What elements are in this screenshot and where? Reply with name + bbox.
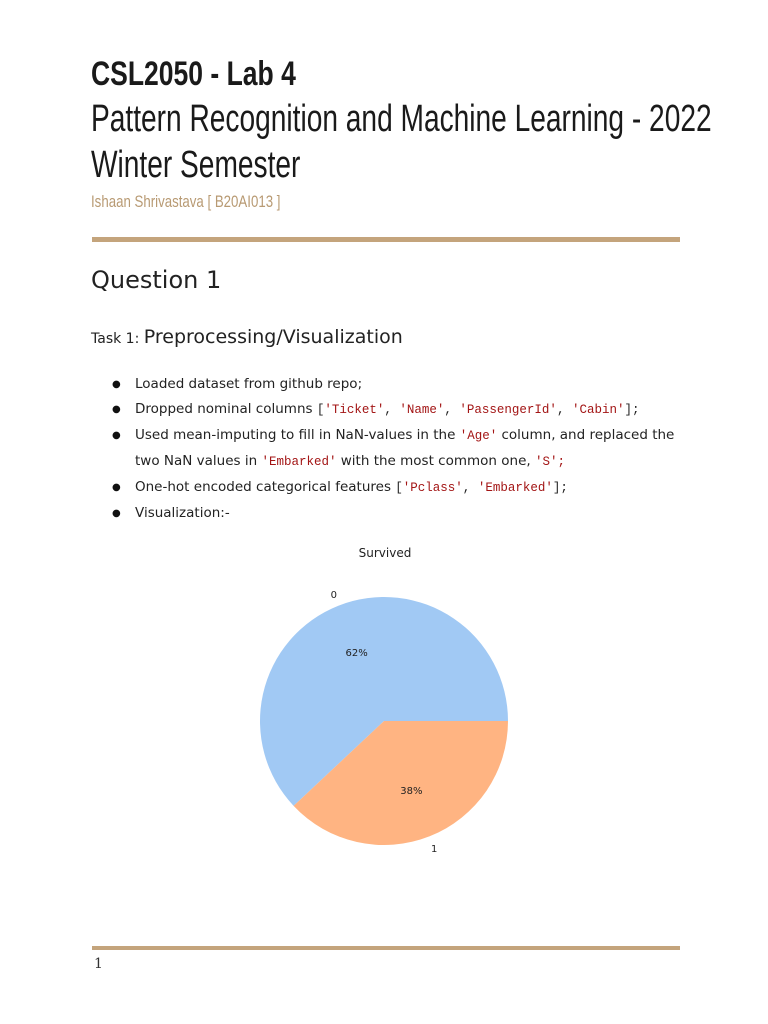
list-item <box>112 397 692 423</box>
code-bracket: ]; <box>552 481 568 495</box>
bullet-list <box>112 372 692 526</box>
code-embarked: 'Embarked' <box>261 455 337 469</box>
code-sep: , <box>444 403 460 417</box>
code-embarked: 'Embarked' <box>477 481 553 495</box>
code-ticket: 'Ticket' <box>324 403 385 417</box>
bullet-text: Dropped nominal columns <box>135 401 317 417</box>
list-item <box>112 475 692 501</box>
author-line: Ishaan Shrivastava [ B20AI013 ] <box>91 192 281 211</box>
task-title: Preprocessing/Visualization <box>143 326 403 348</box>
subtitle-line-1: Pattern Recognition and Machine Learning - 2022 <box>91 98 712 140</box>
bullet-text: Loaded dataset from github repo; <box>135 376 363 392</box>
code-bracket: [ <box>316 403 325 417</box>
task-prefix: Task 1: <box>91 331 140 347</box>
bullet-text: Used mean-imputing to fill in NaN-values in the <box>135 427 460 443</box>
question-heading: Question 1 <box>91 266 222 294</box>
list-item <box>112 501 692 526</box>
task-heading <box>91 326 403 348</box>
code-bracket: ]; <box>624 403 640 417</box>
code-pclass: 'Pclass' <box>402 481 463 495</box>
survived-pie-chart <box>250 540 520 870</box>
list-item <box>112 372 692 397</box>
course-title: CSL2050 - Lab 4 <box>91 55 296 93</box>
bullet-text: with the most common one, <box>336 453 535 469</box>
page-number: 1 <box>94 956 103 972</box>
code-sep: , <box>462 481 478 495</box>
bullet-text: column, and replaced the two NaN values in <box>135 427 675 469</box>
code-sep: , <box>556 403 572 417</box>
code-cabin: 'Cabin' <box>571 403 625 417</box>
code-s: 'S'; <box>534 455 565 469</box>
pie-chart-svg <box>250 540 520 870</box>
pie-category-label: 0 <box>330 590 337 602</box>
code-passengerid: 'PassengerId' <box>459 403 557 417</box>
header-divider <box>92 237 680 242</box>
chart-title: Survived <box>358 546 412 560</box>
bullet-text: Visualization:- <box>135 505 230 521</box>
code-sep: , <box>384 403 400 417</box>
bullet-text: One-hot encoded categorical features <box>135 479 396 495</box>
subtitle-line-2: Winter Semester <box>91 144 301 186</box>
pie-percent-label: 62% <box>345 647 368 659</box>
code-name: 'Name' <box>399 403 445 417</box>
title-block <box>91 52 712 212</box>
code-bracket: [ <box>395 481 403 495</box>
pie-category-label: 1 <box>431 843 438 855</box>
pie-percent-label: 38% <box>400 786 423 798</box>
footer-divider <box>92 946 680 950</box>
list-item <box>112 423 692 475</box>
code-age: 'Age' <box>459 429 498 443</box>
